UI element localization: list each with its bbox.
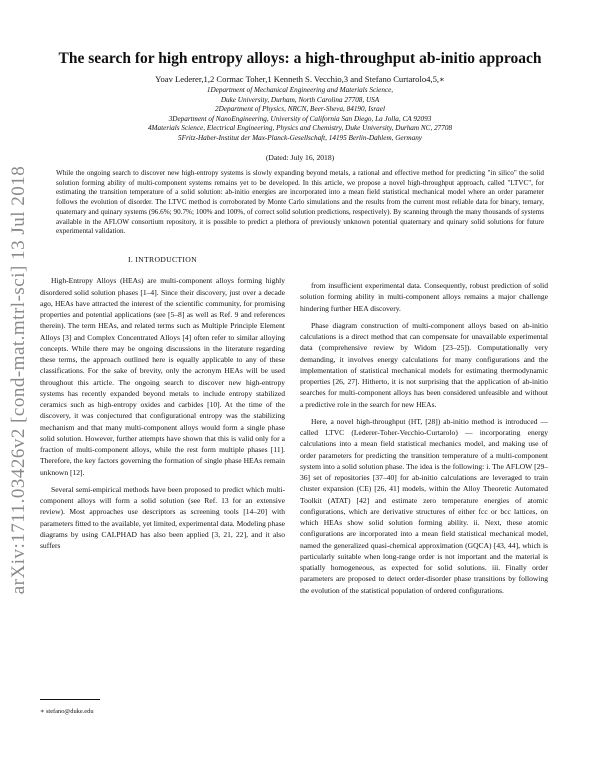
section-heading: I. INTRODUCTION (128, 255, 197, 264)
paragraph: Phase diagram construction of multi-component alloys based on ab-initio calculations is a direct method that can compensate for unavailable experimental data (comprehensive review by Widom [23–25]). Computationally very demanding, it involves energy calculations for many configurations and the implementation of statistical mechanical models for estimating thermodynamic properties [26, 27]. Hitherto, it is not surprising that the application of ab-initio searches for multi-component alloys has been considered unfeasible and without a predictive role in the search for new HEAs. (300, 320, 548, 409)
footnote-divider (40, 699, 100, 700)
date-line: (Dated: July 16, 2018) (265, 153, 335, 162)
affiliation-line: 2Department of Physics, NRCN, Beer-Sheva, 84190, Israel (215, 105, 385, 114)
affiliation-line: Duke University, Durham, North Carolina 27708, USA (220, 95, 380, 104)
arxiv-id: arXiv:1711.03426v2 [cond-mat.mtrl-sci] 13 Jul 2018 (8, 165, 29, 595)
paragraph: High-Entropy Alloys (HEAs) are multi-component alloys forming highly disordered solid solution phases [1–4]. Since their discovery, just over a decade ago, HEAs have attracted the interest of the scientific community, for promising properties and potential applications (see [5–8] as well as Ref. 9 and references therein). The term HEAs, and related terms such as Multiple Principle Element Alloys [3] and Complex Concentrated Alloys [4] often refer to similar alloying concepts. While there may be ongoing discussions in the literature regarding these terms, the approach outlined here is equally applicable to any of these classifications. For the sake of brevity, only the acronym HEAs will be used throughout this article. The ongoing search to discover new high-entropy systems has recently expanded beyond metals to include entropy stabilized ceramics such as high-entropy oxides and carbides [10]. At the time of the discovery, it was conjectured that configurational entropy was the stabilizing mechanism and that many multi-component alloys would form a single phase solid solution. However, further attempts have shown that this is valid only for a fraction of multi-component alloys, while the rest form multiple phases [11]. Therefore, the key factors governing the formation of single phase HEAs remain unknown [12]. (40, 276, 285, 477)
paragraph: from insufficient experimental data. Consequently, robust prediction of solid solution forming ability in multi-component alloys remains a major challenge hindering further HEA discovery. (300, 281, 548, 313)
author-list: Yoav Lederer,1,2 Cormac Toher,1 Kenneth S. Vecchio,3 and Stefano Curtarolo4,5,∗ (155, 74, 445, 84)
footnote-email[interactable]: ∗ stefano@duke.edu (40, 708, 94, 715)
affiliations (0, 86, 600, 144)
affiliation-line: 5Fritz-Haber-Institut der Max-Planck-Gesellschaft, 14195 Berlin-Dahlem, Germany (178, 133, 422, 142)
left-column (40, 254, 285, 557)
paragraph: Several semi-empirical methods have been proposed to predict which multi-component alloys will form a solid solution (see Ref. 13 for an extensive review). Most approaches use descriptors as screening tools [14–20] with parameters fitted to the available, yet limited, experimental data. Modeling phase diagrams by using CALPHAD has also been applied [3, 21, 22], and it also suffers (40, 484, 285, 550)
abstract: While the ongoing search to discover new high-entropy systems is slowly expanding beyond metals, a rational and effective method for predicting "in silico" the solid solution forming ability of multi-component systems remains yet to be developed. In this article, we propose a novel high-throughput approach, called "LTVC", for estimating the transition temperature of a solid solution: ab-initio energies are incorporated into a mean field statistical mechanical model where an order parameter follows the evolution of disorder. The LTVC method is corroborated by Monte Carlo simulations and the results from the current most reliable data for binary, ternary, quaternary and quinary systems (96.6%; 90.7%; 100% and 100%, of correct solid solution predictions, respectively). By scanning through the many thousands of systems available in the AFLOW consortium repository, it is possible to predict a plethora of previously unknown potential quaternary and quinary solid solutions for future experimental validation. (56, 169, 544, 236)
affiliation-line: 4Materials Science, Electrical Engineering, Physics and Chemistry, Duke University, Durham NC, 27708 (147, 124, 453, 133)
arxiv-sidebar-stamp (2, 165, 36, 595)
paper-title: The search for high entropy alloys: a high-throughput ab-initio approach (58, 50, 542, 67)
affiliation-line: 1Department of Mechanical Engineering and Materials Science, (206, 86, 394, 94)
paragraph: Here, a novel high-throughput (HT, [28]) ab-initio method is introduced — called LTVC (Lederer-Toher-Vecchio-Curtarolo) — incorporating energy calculations into a mean field statistical mechanics model, and making use of order parameters for predicting the transition temperature of a multi-component system into a solid solution phase. The idea is the following: i. The AFLOW [29–36] set of repositories [37–40] for ab-initio calculations are leveraged to train cluster expansion (CE) [26, 41] models, within the Alloy Theoretic Automated Toolkit (ATAT) [42] and estimate zero temperature energies of atomic configurations, which are derivative structures of either fcc or bcc lattices, on which HEAs show solid solution forming ability. ii. Next, these atomic configurations are incorporated into a mean field statistical mechanical model, named the generalized quasi-chemical approximation (GQCA) [43, 44], which is particularly suitable when long-range order is not important and the material is spatially homogeneous, as expected for solid solutions. iii. Finally order parameters are proposed to detect order-disorder phase transitions by following the evolution of the statistical population of ordered configurations. (300, 416, 548, 595)
affiliation-line: 3Department of NanoEngineering, University of California San Diego, La Jolla, CA 92093 (168, 114, 432, 123)
right-column (300, 280, 548, 602)
